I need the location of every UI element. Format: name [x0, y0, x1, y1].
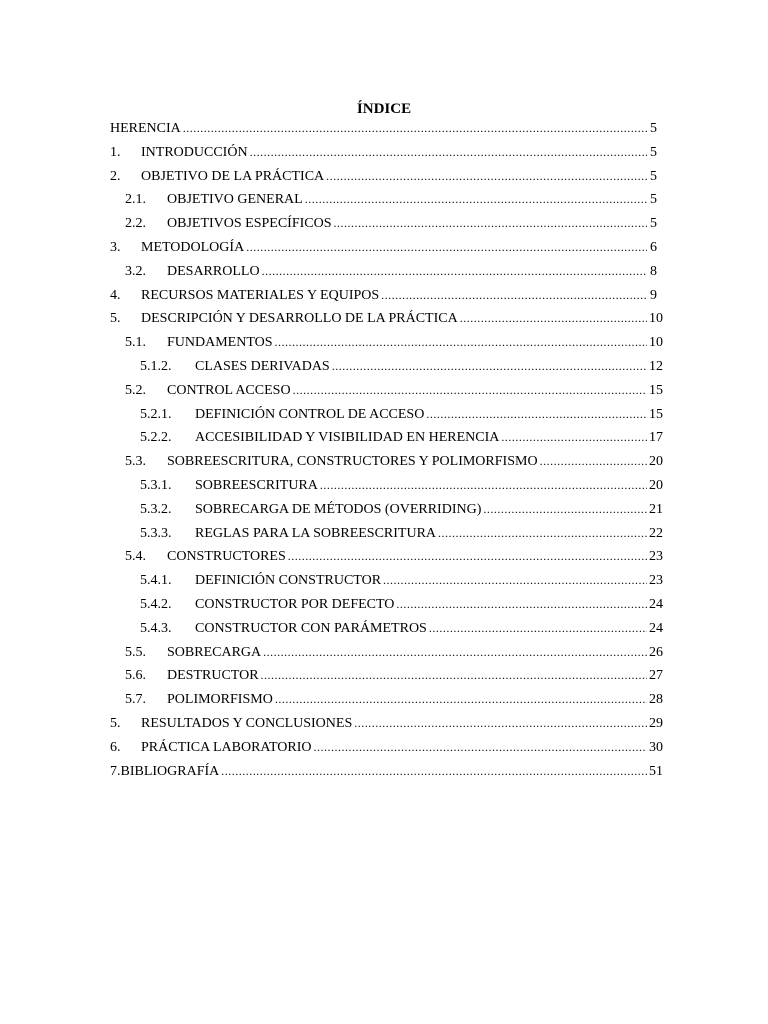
dot-leader [332, 355, 647, 377]
toc-entry-text [140, 475, 318, 497]
dot-leader [354, 712, 647, 734]
toc-entry[interactable] [110, 165, 657, 187]
toc-entry[interactable] [125, 188, 657, 210]
toc-entry[interactable] [140, 593, 663, 615]
dot-leader [426, 403, 647, 425]
toc-entry[interactable] [125, 212, 657, 234]
toc-entry-title: OBJETIVOS ESPECÍFICOS [167, 216, 332, 232]
toc-entry-title: DEFINICIÓN CONSTRUCTOR [195, 573, 382, 589]
toc-entry-title: INTRODUCCIÓN [141, 144, 248, 160]
toc-entry[interactable] [140, 522, 663, 544]
dot-leader [293, 379, 647, 401]
dot-leader [383, 569, 647, 591]
toc-entry-page-number: 8 [650, 263, 657, 279]
toc-entry[interactable] [125, 688, 663, 710]
toc-entry-text [125, 261, 260, 283]
toc-entry-text [125, 642, 261, 664]
toc-entry-number: 4. [110, 287, 121, 303]
dot-leader [320, 474, 647, 496]
toc-entry-number: 5. [110, 311, 121, 327]
toc-entry-text [110, 118, 181, 140]
toc-entry-page-number: 5 [650, 121, 657, 136]
toc-entry-number: 5.3.3. [140, 525, 172, 541]
toc-entry-text [110, 142, 248, 164]
toc-entry-text [125, 689, 273, 711]
toc-entry-text [140, 356, 330, 378]
toc-entry-text [140, 404, 424, 426]
toc-entry-title: CONSTRUCTOR CON PARÁMETROS [195, 620, 427, 636]
toc-entry-page-number: 28 [649, 692, 663, 708]
toc-entry[interactable] [125, 641, 663, 663]
toc-entry[interactable] [125, 379, 663, 401]
dot-leader [262, 260, 647, 282]
toc-entry-page-number: 24 [649, 597, 663, 612]
toc-entry-page-number: 5 [650, 192, 657, 208]
toc-entry-text [110, 713, 352, 735]
toc-entry-number: 5.6. [125, 668, 146, 684]
toc-entry-page-number: 15 [649, 406, 663, 422]
dot-leader [429, 617, 647, 639]
dot-leader [288, 545, 647, 567]
toc-entry-number: 5.2. [125, 382, 146, 398]
toc-entry-title: RESULTADOS Y CONCLUSIONES [141, 716, 353, 731]
dot-leader [314, 736, 648, 758]
toc-entry-number: 5.1. [125, 335, 146, 351]
toc-entry-number: 5.3.2. [140, 501, 172, 517]
toc-entry-text [140, 499, 481, 521]
toc-entry-text [140, 427, 499, 449]
toc-entry-title: METODOLOGÍA [141, 240, 245, 255]
toc-entry[interactable] [140, 569, 663, 591]
toc-entry-title: SOBRECARGA DE MÉTODOS (OVERRIDING) [195, 501, 482, 517]
toc-entry-title: POLIMORFISMO [167, 692, 273, 708]
toc-entry-page-number: 20 [649, 454, 663, 470]
toc-entry-text [110, 308, 458, 330]
toc-entry-page-number: 15 [649, 382, 663, 398]
toc-entry-number: 5. [110, 716, 121, 731]
toc-entry-number: 2.2. [125, 216, 146, 232]
dot-leader [275, 688, 647, 710]
toc-entry-title: SOBRECARGA [167, 644, 262, 660]
toc-entry-number: 5.4.3. [140, 620, 172, 636]
toc-entry-number: 5.4.2. [140, 597, 172, 612]
toc-entry-title: SOBREESCRITURA, CONSTRUCTORES Y POLIMORFISMO [167, 454, 538, 470]
toc-entry-page-number: 5 [650, 144, 657, 160]
toc-entry-page-number: 23 [649, 573, 663, 589]
toc-entry-text [110, 761, 219, 783]
dot-leader [261, 664, 647, 686]
toc-entry-page-number: 20 [649, 478, 663, 493]
dot-leader [483, 498, 647, 520]
toc-entry-page-number: 21 [649, 501, 663, 517]
toc-entry[interactable] [110, 760, 663, 782]
toc-entry-title: DESTRUCTOR [167, 668, 259, 684]
toc-entry-text [110, 166, 324, 188]
toc-entry-text [110, 737, 312, 759]
toc-entry[interactable] [140, 498, 663, 520]
toc-entry-text [110, 237, 244, 259]
dot-leader [275, 331, 647, 353]
toc-entry-page-number: 5 [650, 168, 657, 184]
toc-entry-number: 5.3. [125, 454, 146, 470]
dot-leader [540, 450, 647, 472]
toc-entry[interactable] [110, 736, 663, 758]
toc-entry-page-number: 30 [649, 739, 663, 755]
toc-entry-number: 3. [110, 240, 121, 255]
toc-entry-page-number: 12 [649, 359, 663, 374]
toc-entry-number: 6. [110, 739, 121, 755]
toc-entry-page-number: 9 [650, 287, 657, 303]
toc-entry-text [140, 570, 381, 592]
toc-entry-number: 5.7. [125, 692, 146, 708]
dot-leader [501, 426, 647, 448]
dot-leader [250, 141, 647, 163]
toc-entry-page-number: 26 [649, 644, 663, 660]
toc-entry-number: 3.2. [125, 263, 146, 279]
toc-entry-text [125, 546, 286, 568]
toc-entry-title: RECURSOS MATERIALES Y EQUIPOS [141, 287, 380, 303]
toc-entry-title: CONSTRUCTOR POR DEFECTO [195, 597, 395, 612]
toc-entry-title: DESARROLLO [167, 263, 260, 279]
toc-entry-number: 2. [110, 168, 121, 184]
dot-leader [438, 522, 647, 544]
toc-entry-title: HERENCIA [110, 121, 181, 136]
toc-entry-page-number: 5 [650, 216, 657, 232]
toc-entry-text [125, 451, 538, 473]
toc-entry-title: 7.BIBLIOGRAFÍA [110, 763, 220, 779]
toc-entry-text [125, 380, 291, 402]
toc-entry-title: DESCRIPCIÓN Y DESARROLLO DE LA PRÁCTICA [141, 311, 458, 327]
toc-entry[interactable] [125, 545, 663, 567]
toc-entry-title: DEFINICIÓN CONTROL DE ACCESO [195, 406, 425, 422]
toc-entry-text [140, 594, 394, 616]
toc-entry-text [125, 332, 273, 354]
toc-entry-title: OBJETIVO DE LA PRÁCTICA [141, 168, 325, 184]
toc-entry-number: 5.3.1. [140, 478, 172, 493]
toc-entry[interactable] [110, 307, 663, 329]
toc-entry[interactable] [110, 236, 657, 258]
toc-entry-title: SOBREESCRITURA [195, 478, 318, 493]
toc-entry-page-number: 29 [649, 716, 663, 731]
dot-leader [246, 236, 647, 258]
toc-entry-page-number: 27 [649, 668, 663, 684]
page-title: ÍNDICE [356, 101, 412, 117]
toc-entry[interactable] [140, 355, 663, 377]
toc-entry-title: REGLAS PARA LA SOBREESCRITURA [195, 525, 437, 541]
toc-entry-title: PRÁCTICA LABORATORIO [141, 739, 312, 755]
toc-entry[interactable] [125, 450, 663, 472]
toc-entry-title: CONTROL ACCESO [167, 382, 291, 398]
toc-entry[interactable] [140, 426, 663, 448]
toc-entry-title: CLASES DERIVADAS [195, 359, 330, 374]
toc-entry-page-number: 22 [649, 525, 663, 541]
toc-entry-text [110, 285, 379, 307]
dot-leader [263, 641, 647, 663]
toc-entry[interactable] [125, 331, 663, 353]
toc-entry-page-number: 10 [649, 311, 663, 327]
toc-entry[interactable] [110, 117, 657, 139]
toc-entry-text [125, 665, 259, 687]
toc-entry[interactable] [110, 284, 657, 306]
toc-entry-title: ACCESIBILIDAD Y VISIBILIDAD EN HERENCIA [195, 430, 500, 446]
toc-entry[interactable] [140, 474, 663, 496]
toc-entry-number: 5.5. [125, 644, 146, 660]
toc-entry-text [140, 523, 436, 545]
dot-leader [396, 593, 647, 615]
toc-entry-number: 5.4.1. [140, 573, 172, 589]
toc-entry-number: 5.1.2. [140, 359, 172, 374]
dot-leader [221, 760, 647, 782]
toc-entry-page-number: 24 [649, 620, 663, 636]
toc-entry-title: CONSTRUCTORES [167, 549, 286, 565]
toc-entry-text [125, 189, 303, 211]
dot-leader [183, 117, 647, 139]
dot-leader [334, 212, 647, 234]
toc-entry[interactable] [140, 617, 663, 639]
toc-entry-page-number: 23 [649, 549, 663, 565]
toc-entry-page-number: 6 [650, 240, 657, 255]
toc-entry-number: 5.2.2. [140, 430, 172, 446]
toc-entry-number: 5.4. [125, 549, 146, 565]
toc-entry[interactable] [125, 260, 657, 282]
toc-entry-text [125, 213, 332, 235]
toc-entry-number: 5.2.1. [140, 406, 172, 422]
toc-entry[interactable] [110, 712, 663, 734]
toc-entry-page-number: 10 [649, 335, 663, 351]
toc-entry-title: FUNDAMENTOS [167, 335, 273, 351]
dot-leader [381, 284, 647, 306]
dot-leader [305, 188, 647, 210]
toc-entry-page-number: 17 [649, 430, 663, 446]
toc-entry-title: OBJETIVO GENERAL [167, 192, 303, 208]
dot-leader [326, 165, 647, 187]
toc-entry[interactable] [140, 403, 663, 425]
dot-leader [460, 307, 647, 329]
toc-entry-text [140, 618, 427, 640]
toc-entry-number: 2.1. [125, 192, 146, 208]
toc-entry[interactable] [110, 141, 657, 163]
toc-entry[interactable] [125, 664, 663, 686]
toc-entry-number: 1. [110, 144, 121, 160]
toc-entry-page-number: 51 [649, 763, 663, 779]
